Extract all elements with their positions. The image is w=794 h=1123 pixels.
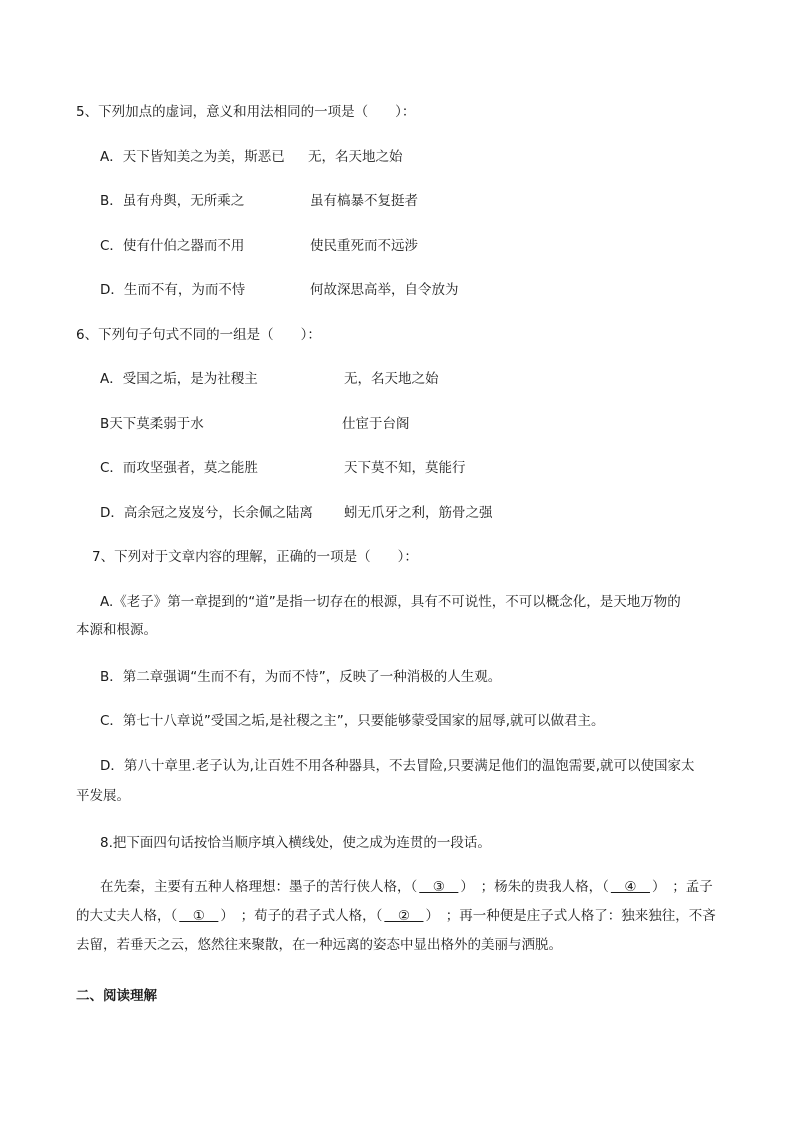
q6-option-a: A．受国之垢，是为社稷主: [100, 371, 258, 387]
q6-option-c-pair: 天下莫不知，莫能行: [344, 460, 466, 476]
q6-option-b: B天下莫柔弱于水: [100, 416, 204, 432]
q7-option-b: B．第二章强调“生而不有，为而不恃”，反映了一种消极的人生观。: [100, 669, 502, 685]
q8-stem: 8.把下面四句话按恰当顺序填入横线处，使之成为连贯的一段话。: [100, 835, 491, 851]
q7-option-c: C．第七十八章说”受国之垢,是社稷之主”，只要能够蒙受国家的屈辱,就可以做君主。: [100, 713, 605, 729]
q6-option-d-pair: 蚓无爪牙之利，筋骨之强: [344, 505, 493, 521]
q8-blank-4[interactable]: ②: [384, 908, 424, 924]
q7-option-d-line1: D．第八十章里.老子认为,让百姓不用各种器具，不去冒险,只要满足他们的温饱需要,就可以使国家太: [100, 758, 695, 774]
q8-blank-3[interactable]: ①: [179, 908, 219, 924]
q7-option-a-line1: A.《老子》第一章提到的“道”是指一切存在的根源，具有不可说性，不可以概念化，是天地万物的: [100, 594, 681, 610]
q6-option-c: C．而攻坚强者，莫之能胜: [100, 460, 258, 476]
q7-option-a-line2: 本源和根源。: [76, 622, 157, 638]
q5-option-a-pair: 无，名天地之始: [308, 149, 403, 165]
q5-option-b: B．虽有舟舆，无所乘之: [100, 193, 245, 209]
q7-stem: 7、下列对于文章内容的理解，正确的一项是（ ）：: [92, 549, 418, 565]
q5-option-d: D．生而不有，为而不恃: [100, 282, 246, 298]
q8-passage: 在先秦，主要有五种人格理想：墨子的苦行侠人格，（ ③ ） ；杨朱的贵我人格，（ ④ ） ；孟子的大丈夫人格，（ ① ） ；荀子的君子式人格，（ ② ） ；再一种便是庄子式人格了：独来独往，不吝去留，若垂天之云，悠然往来聚散，在一种远离的姿态中显出格外的美丽与洒脱。: [76, 873, 726, 960]
q5-option-c: C．使有什伯之器而不用: [100, 238, 245, 254]
q6-option-d: D．高余冠之岌岌兮，长余佩之陆离: [100, 505, 313, 521]
q7-option-d-line2: 平发展。: [76, 788, 130, 804]
q5-option-c-pair: 使民重死而不远涉: [310, 238, 418, 254]
section-heading: 二、阅读理解: [76, 988, 157, 1004]
q6-option-b-pair: 仕宦于台阁: [342, 416, 410, 432]
q5-option-d-pair: 何故深思高举，自令放为: [310, 282, 459, 298]
q5-option-b-pair: 虽有槁暴不复挺者: [310, 193, 418, 209]
q6-option-a-pair: 无，名天地之始: [344, 371, 439, 387]
q8-blank-1[interactable]: ③: [419, 879, 459, 895]
q8-blank-2[interactable]: ④: [610, 879, 650, 895]
q5-stem: 5、下列加点的虚词，意义和用法相同的一项是（ ）：: [76, 104, 416, 120]
q6-stem: 6、下列句子句式不同的一组是（ ）：: [76, 327, 321, 343]
q5-option-a: A．天下皆知美之为美，斯恶已: [100, 149, 285, 165]
